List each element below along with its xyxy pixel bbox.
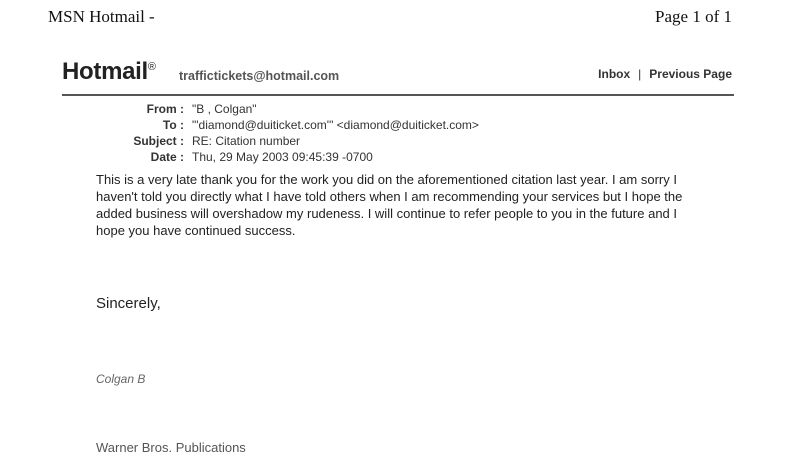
- header-divider: [62, 94, 734, 96]
- to-label: To :: [162, 118, 184, 132]
- from-label: From :: [146, 102, 184, 116]
- message-nav: [598, 67, 732, 81]
- nav-separator: |: [638, 67, 642, 81]
- subject-label: Subject :: [133, 134, 184, 148]
- previous-page-link[interactable]: Previous Page: [649, 67, 732, 81]
- account-email: traffictickets@hotmail.com: [179, 69, 340, 83]
- print-header-title: MSN Hotmail -: [48, 7, 155, 26]
- sender-organization: Warner Bros. Publications: [96, 440, 246, 455]
- hotmail-logo-text: Hotmail: [62, 58, 148, 85]
- message-closing: Sincerely,: [96, 295, 161, 312]
- to-value: "'diamond@duiticket.com'" <diamond@duiticket.com>: [192, 118, 479, 132]
- inbox-link[interactable]: Inbox: [598, 67, 631, 81]
- hotmail-header-bar: [62, 56, 734, 94]
- from-value: "B , Colgan": [192, 102, 257, 116]
- hotmail-logo: [62, 58, 156, 86]
- date-label: Date :: [150, 150, 184, 164]
- subject-value: RE: Citation number: [192, 134, 301, 148]
- registered-mark: ®: [147, 61, 156, 73]
- message-signature: Colgan B: [96, 372, 146, 386]
- message-paragraph: This is a very late thank you for the work you did on the aforementioned citation last year. I am sorry I haven't told you directly what I have told others when I am recommending your services but I hope the added business will overshadow my rudeness. I will continue to refer people to you in the future and I hope you have continued success.: [96, 172, 683, 238]
- date-value: Thu, 29 May 2003 09:45:39 -0700: [192, 150, 373, 164]
- message-body: [96, 171, 696, 239]
- print-page-info: Page 1 of 1: [655, 7, 732, 26]
